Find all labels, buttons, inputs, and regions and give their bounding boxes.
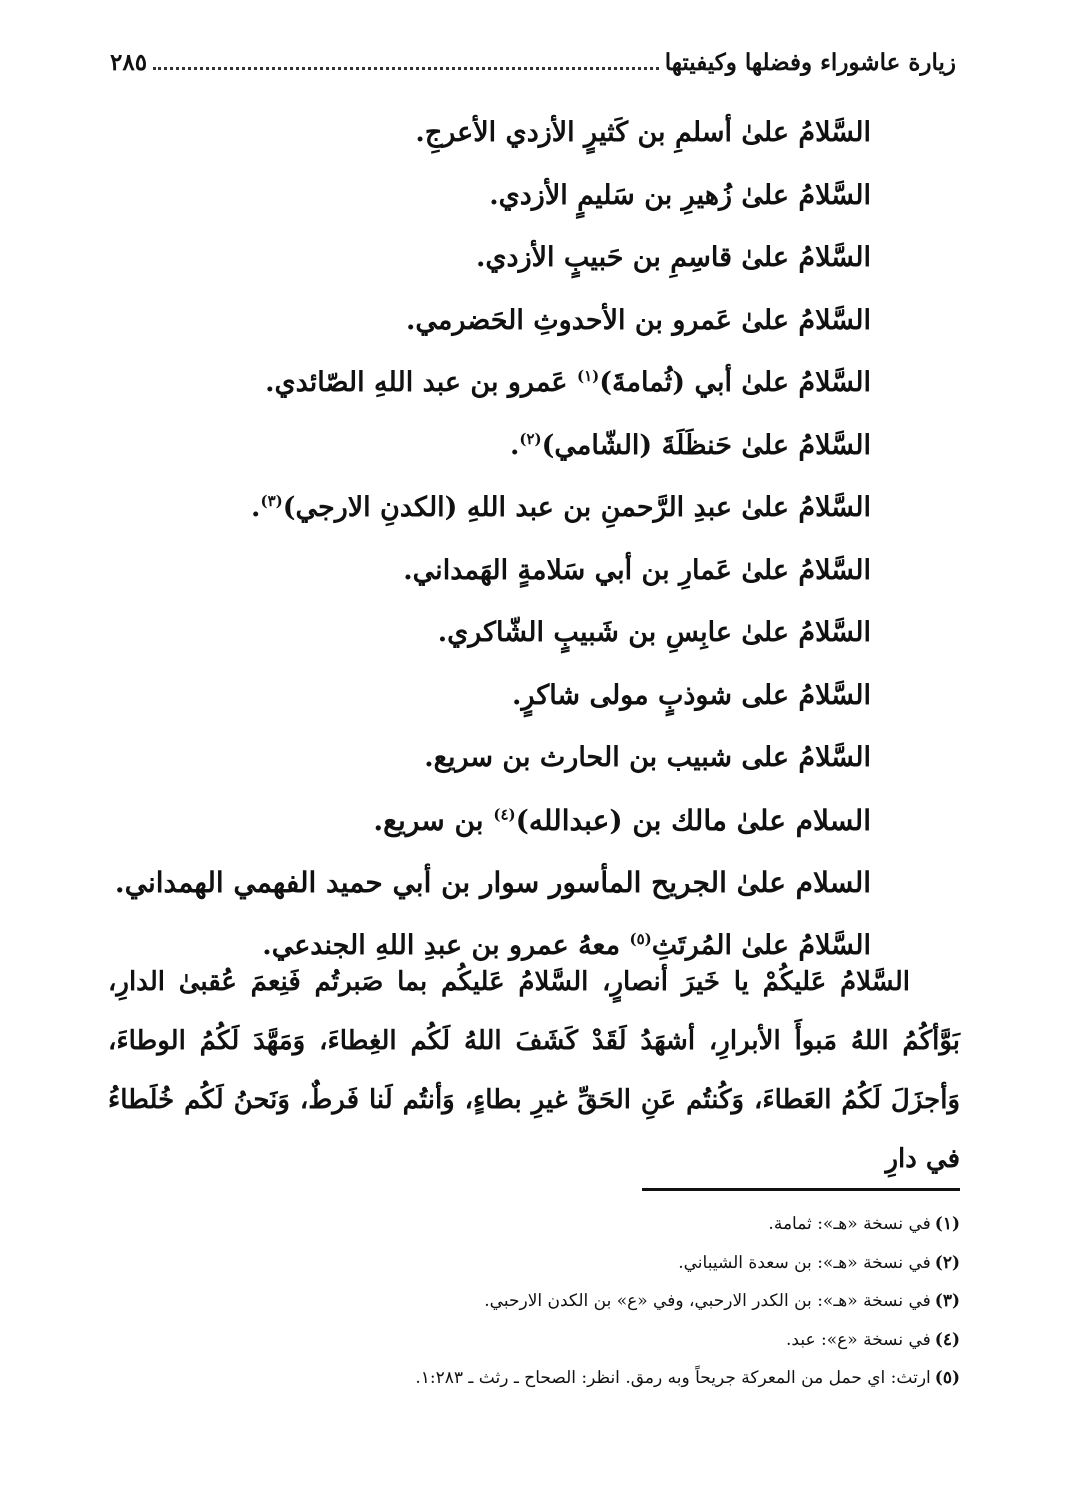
footnote bbox=[200, 1321, 960, 1360]
salutation-line bbox=[111, 665, 871, 728]
salutation-text-tail: . bbox=[251, 492, 261, 523]
footnote bbox=[200, 1282, 960, 1321]
salutation-text: السَّلامُ علىٰ عَمارِ بن أبي سَلامةٍ الهَمداني. bbox=[403, 554, 871, 586]
footnote bbox=[200, 1244, 960, 1283]
salutation-text: السَّلامُ علىٰ زُهيرِ بن سَليمٍ الأزدي. bbox=[489, 179, 871, 211]
salutation-text-tail: عَمرو بن عبد اللهِ الصّائدي. bbox=[265, 367, 577, 398]
footnote bbox=[200, 1359, 960, 1398]
salutation-line bbox=[111, 290, 871, 353]
salutation-line bbox=[111, 227, 871, 290]
footnote-text: في نسخة «هـ»: ثمامة. bbox=[768, 1214, 931, 1234]
salutation-line bbox=[111, 540, 871, 603]
footnote-number: (٤) bbox=[934, 1329, 960, 1350]
salutation-line bbox=[111, 727, 871, 790]
salutation-line bbox=[111, 102, 871, 165]
salutation-text: السَّلامُ على شوذبٍ مولى شاكرٍ. bbox=[512, 679, 871, 711]
salutation-text: السَّلامُ علىٰ أسلمِ بن كَثيرٍ الأزدي الأعرجِ. bbox=[415, 117, 871, 148]
footnote-marker: (٤) bbox=[493, 805, 516, 824]
footnote-number: (١) bbox=[934, 1214, 960, 1234]
salutation-text: السلام علىٰ الجريح المأسور سوار بن أبي حميد الفهمي الهمداني. bbox=[114, 866, 871, 899]
salutation-line bbox=[111, 790, 871, 853]
footnote-number: (٣) bbox=[934, 1291, 960, 1311]
salutation-text-tail: بن سريع. bbox=[373, 803, 494, 837]
closing-paragraph: السَّلامُ عَليكُمْ يا خَيرَ أنصارٍ، السَّلامُ عَليكُم بما صَبرتُم فَنِعمَ عُقبىٰ الدارِ، بَوَّأكُمُ اللهُ مَبوأَ الأبرارِ، أشهَدُ لَقَدْ كَشَفَ اللهُ لَكُم الغِطاءَ، وَمَهَّدَ لَكُمُ الوطاءَ، وَأجزَلَ لَكُمُ العَطاءَ، وَكُنتُم عَنِ الحَقِّ غيرِ بطاءٍ، وَأنتُم لَنا فَرطٌ، وَنَحنُ لَكُم خُلَطاءُ في دارِ bbox=[108, 967, 960, 1174]
salutation-text: السَّلامُ علىٰ عبدِ الرَّحمنِ بن عبد اللهِ (الكدنِ الارجي) bbox=[282, 492, 871, 523]
closing-paragraph-block bbox=[108, 953, 960, 1189]
salutation-line bbox=[111, 852, 871, 915]
salutation-text: السَّلامُ علىٰ عابِسِ بن شَبيبٍ الشّاكري. bbox=[437, 617, 871, 648]
salutation-line bbox=[111, 352, 871, 415]
footnotes bbox=[200, 1205, 960, 1398]
salutation-text: السَّلامُ علىٰ عَمرو بن الأحدوثِ الحَضرمي. bbox=[406, 304, 871, 336]
salutation-text-tail: معهُ عمرو بن عبدِ اللهِ الجندعي. bbox=[262, 929, 630, 961]
salutation-text: السَّلامُ علىٰ أبي (ثُمامةَ) bbox=[599, 367, 871, 398]
leader-dots bbox=[153, 67, 659, 70]
footnote bbox=[200, 1205, 960, 1244]
footnote-text: ارتث: اي حمل من المعركة جريحاً وبه رمق. انظر: الصحاح ـ رثث ـ ١:٢٨٣. bbox=[415, 1368, 931, 1388]
page-number: ٢٨٥ bbox=[110, 48, 148, 76]
salutation-text: السَّلامُ علىٰ المُرتَثِ bbox=[651, 929, 871, 961]
footnote-marker: (١) bbox=[576, 367, 600, 385]
footnote-text: في نسخة «هـ»: بن الكدر الارحبي، وفي «ع» بن الكدن الارحبي. bbox=[484, 1291, 931, 1311]
salutation-line bbox=[111, 415, 871, 478]
footnote-marker: (٥) bbox=[629, 929, 652, 948]
footnote-number: (٥) bbox=[934, 1368, 960, 1388]
footnote-divider bbox=[642, 1188, 960, 1191]
salutation-text: السَّلامُ علىٰ قاسِمِ بن حَبيبٍ الأزدي. bbox=[476, 242, 871, 273]
salutation-text-tail: . bbox=[509, 429, 520, 461]
page-header bbox=[110, 44, 956, 80]
running-title: زيارة عاشوراء وفضلها وكيفيتها bbox=[664, 48, 956, 76]
footnote-text: في نسخة «هـ»: بن سعدة الشيباني. bbox=[678, 1252, 931, 1273]
footnote-text: في نسخة «ع»: عبد. bbox=[786, 1329, 931, 1350]
salutation-text: السلام علىٰ مالك بن (عبدالله) bbox=[515, 803, 871, 837]
salutation-text: السَّلامُ على شبيب بن الحارث بن سريع. bbox=[424, 742, 871, 773]
salutation-line bbox=[111, 602, 871, 665]
salutation-line bbox=[111, 165, 871, 228]
footnote-number: (٢) bbox=[934, 1252, 960, 1273]
footnote-marker: (٣) bbox=[260, 492, 283, 510]
footnote-marker: (٢) bbox=[519, 429, 542, 448]
salutation-text: السَّلامُ علىٰ حَنظَلَةَ (الشّامي) bbox=[541, 429, 871, 461]
salutation-line bbox=[111, 477, 871, 540]
salutation-list bbox=[111, 102, 871, 977]
